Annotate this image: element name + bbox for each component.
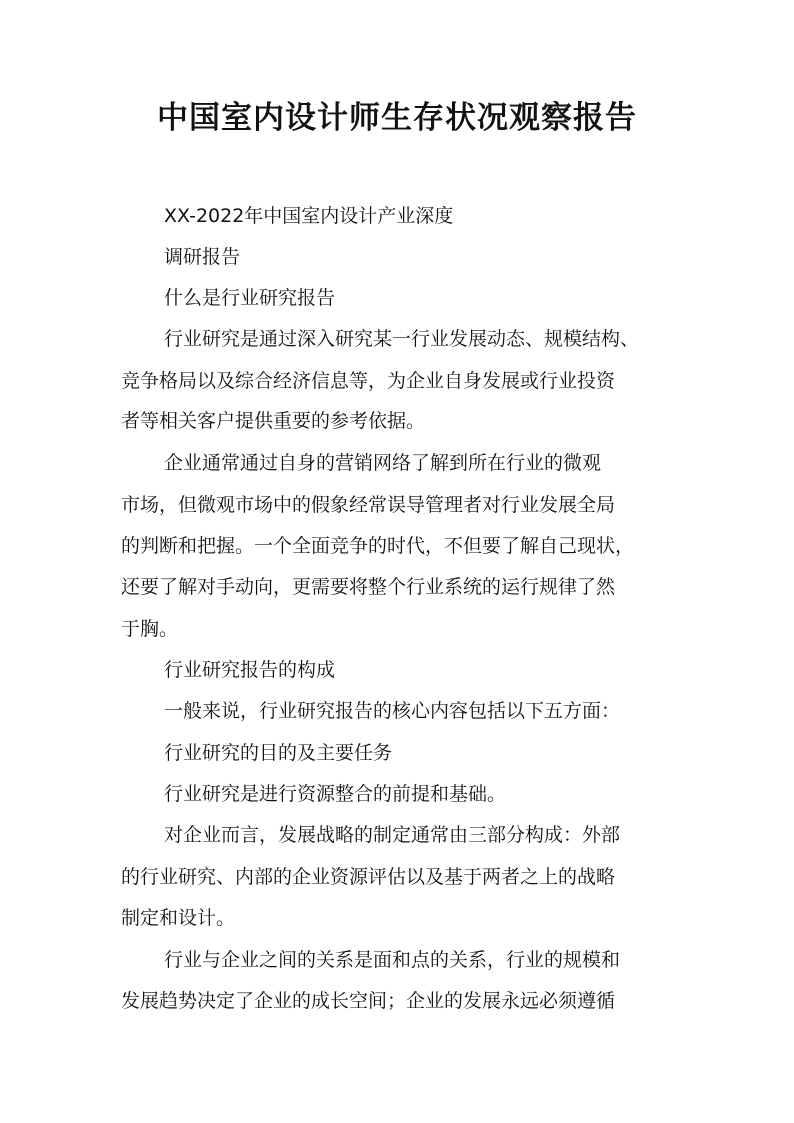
- body-line: 的判断和把握。一个全面竞争的时代，不但要了解自己现状，: [121, 535, 635, 557]
- body-line: XX-2022年中国室内设计产业深度: [164, 205, 454, 227]
- document-title: 中国室内设计师生存状况观察报告: [157, 100, 637, 136]
- body-line: 制定和设计。: [121, 907, 236, 929]
- section-heading: 行业研究报告的构成: [164, 659, 336, 681]
- body-line: 行业与企业之间的关系是面和点的关系，行业的规模和: [164, 949, 621, 971]
- body-line: 发展趋势决定了企业的成长空间；企业的发展永远必须遵循: [121, 990, 616, 1012]
- body-line: 行业研究是通过深入研究某一行业发展动态、规模结构、: [164, 328, 640, 350]
- body-line: 的行业研究、内部的企业资源评估以及基于两者之上的战略: [121, 866, 616, 888]
- body-line: 行业研究是进行资源整合的前提和基础。: [164, 783, 507, 805]
- body-line: 一般来说，行业研究报告的核心内容包括以下五方面：: [164, 700, 621, 722]
- body-line: 企业通常通过自身的营销网络了解到所在行业的微观: [164, 452, 602, 474]
- body-line: 对企业而言，发展战略的制定通常由三部分构成：外部: [164, 824, 621, 846]
- body-line: 者等相关客户提供重要的参考依据。: [121, 410, 426, 432]
- body-line: 市场，但微观市场中的假象经常误导管理者对行业发展全局: [121, 494, 616, 516]
- section-heading: 什么是行业研究报告: [164, 287, 336, 309]
- body-line: 竞争格局以及综合经济信息等，为企业自身发展或行业投资: [121, 370, 616, 392]
- section-heading: 行业研究的目的及主要任务: [164, 742, 393, 764]
- body-line: 于胸。: [121, 618, 179, 640]
- body-line: 还要了解对手动向，更需要将整个行业系统的运行规律了然: [121, 576, 616, 598]
- body-line: 调研报告: [164, 246, 241, 268]
